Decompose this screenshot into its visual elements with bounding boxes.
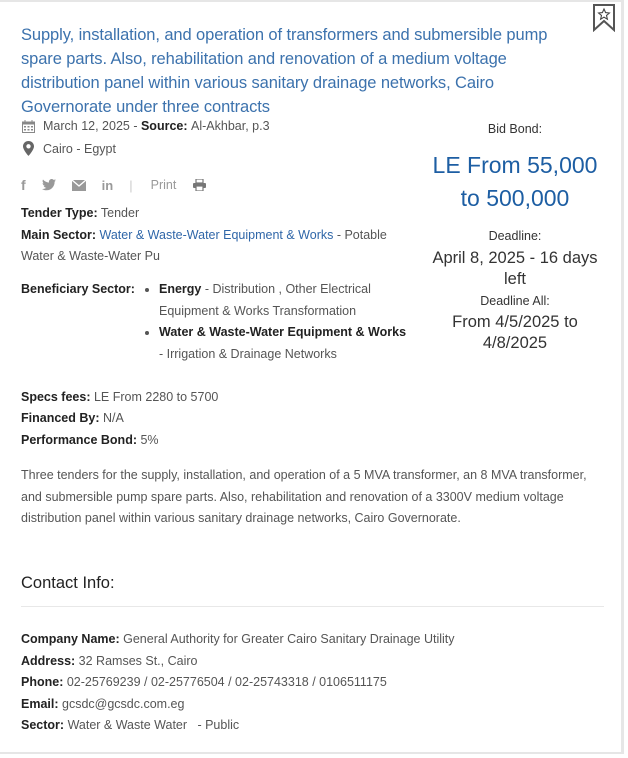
beneficiary-item: • Water & Waste-Water Equipment & Works - Irrigation & Drainage Networks <box>159 322 409 365</box>
email-row: Email: gcsdc@gcsdc.com.eg <box>21 696 185 711</box>
bookmark-button[interactable] <box>592 4 616 32</box>
deadline-all-value: From 4/5/2025 to 4/8/2025 <box>452 313 578 352</box>
deadline-value: April 8, 2025 - 16 days left <box>432 249 598 288</box>
publish-info: March 12, 2025 - Source: Al-Akhbar, p.3 <box>21 119 270 133</box>
deadline-label: Deadline: <box>488 229 542 243</box>
sector-row: Sector: Water & Waste Water - Public <box>21 718 240 732</box>
address: 32 Ramses St., Cairo <box>78 653 198 668</box>
main-sector-link[interactable]: Water & Waste-Water Equipment & Works <box>99 228 334 242</box>
specs-fees-row: Specs fees: LE From 2280 to 5700 <box>21 390 219 404</box>
email[interactable]: gcsdc@gcsdc.com.eg <box>62 696 185 711</box>
linkedin-icon[interactable]: in <box>101 177 114 193</box>
bid-bond-value: LE From 55,000 to 500,000 <box>432 152 598 211</box>
share-separator: | <box>129 177 133 193</box>
beneficiary-sector: Beneficiary Sector: • Energy - Distribution , Other Electrical Equipment & Works Transformation • Water & Waste-Water Equipment & Works - Irrigation & Drainage Networks <box>21 279 409 365</box>
source-value: Al-Akhbar, p.3 <box>191 119 270 133</box>
tender-title[interactable]: Supply, installation, and operation of transformers and submersible pump spare parts. Also, rehabilitation and renovation of a medium voltage distribution panel within various sanitary drainage networks, Cairo Governorate under three contracts <box>21 26 548 116</box>
printer-icon <box>193 179 206 191</box>
bid-bond-label: Bid Bond: <box>487 122 543 136</box>
tender-type-value: Tender <box>100 206 140 220</box>
sector: Water & Waste Water - Public <box>67 718 240 732</box>
deadline-all-label: Deadline All: <box>480 294 550 308</box>
publish-date: March 12, 2025 <box>43 119 130 133</box>
main-sector-sub: - Potable Water & Waste-Water Pu <box>21 228 387 263</box>
bookmark-star-icon <box>592 4 616 32</box>
tender-description: Three tenders for the supply, installation, and operation of a 5 MVA transformer, an 8 MVA transformer, and submersible pump spare parts. Also, rehabilitation and renovation of a 3300V medium voltage distribution panel within various sanitary drainage networks, Cairo Governorate. <box>21 468 587 525</box>
print-button[interactable] <box>151 178 207 192</box>
location: Cairo - Egypt <box>43 141 116 156</box>
twitter-icon[interactable] <box>42 179 56 191</box>
share-bar <box>21 177 222 193</box>
financed-by-value: N/A <box>102 411 124 425</box>
print-label: Print <box>150 178 177 192</box>
divider <box>21 606 604 607</box>
contact-heading: Contact Info: <box>21 574 115 592</box>
company-row: Company Name: General Authority for Greater Cairo Sanitary Drainage Utility <box>21 632 455 646</box>
email-icon[interactable] <box>72 180 86 191</box>
phone: 02-25769239 / 02-25776504 / 02-25743318 / 0106511175 <box>66 675 387 689</box>
map-pin-icon <box>21 141 35 156</box>
location-info <box>21 141 116 156</box>
source-label: Source: <box>140 119 188 133</box>
performance-bond-value: 5% <box>140 433 159 447</box>
specs-fees-value: LE From 2280 to 5700 <box>93 390 219 404</box>
beneficiary-item: • Energy - Distribution , Other Electrical Equipment & Works Transformation <box>159 279 409 322</box>
tender-type-row: Tender Type: Tender <box>21 206 140 220</box>
facebook-icon[interactable]: f <box>21 177 26 193</box>
contact-info <box>21 629 455 737</box>
phone-row: Phone: 02-25769239 / 02-25776504 / 02-25743318 / 0106511175 <box>21 675 387 689</box>
beneficiary-list <box>137 279 409 365</box>
company-name: General Authority for Greater Cairo Sanitary Drainage Utility <box>123 632 455 646</box>
calendar-icon <box>21 120 35 133</box>
performance-bond-row: Performance Bond: 5% <box>21 433 159 447</box>
address-row: Address: 32 Ramses St., Cairo <box>21 653 198 668</box>
financed-by-row: Financed By: N/A <box>21 411 124 425</box>
main-sector-row: Main Sector: Water & Waste-Water Equipment & Works - Potable Water & Waste-Water Pu <box>21 228 387 263</box>
